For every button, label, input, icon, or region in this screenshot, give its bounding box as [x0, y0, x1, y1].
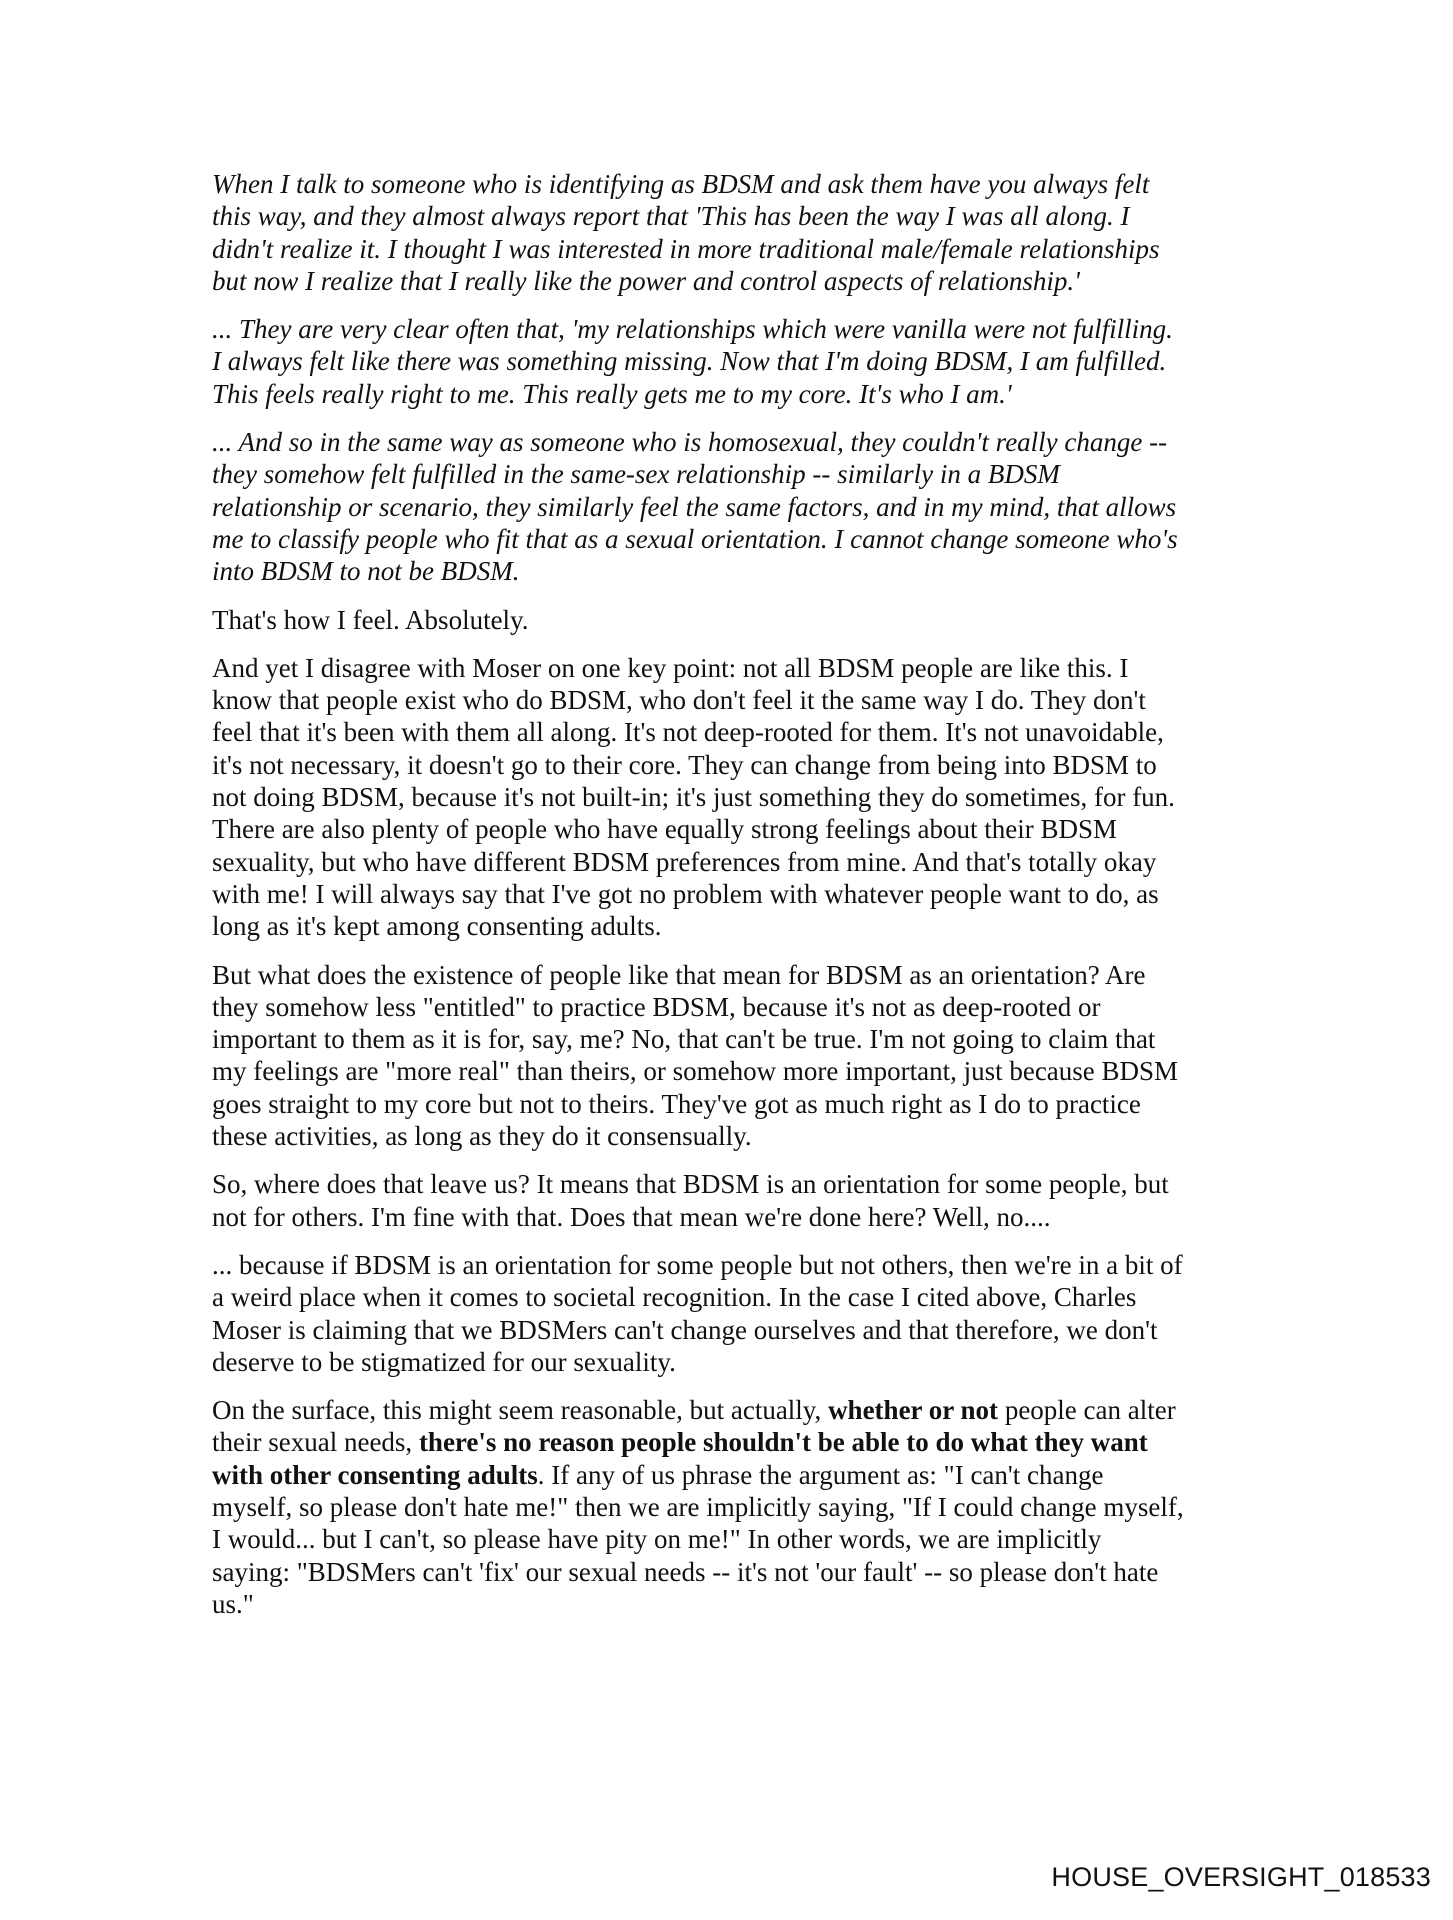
text-line — [212, 378, 1252, 410]
text-line — [212, 1556, 1252, 1588]
text-run: goes straight to my core but not to theirs. They've got as much right as I do to practice — [212, 1088, 1141, 1119]
text-line — [212, 1120, 1252, 1152]
text-line — [212, 846, 1252, 878]
body-paragraph — [212, 959, 1252, 1153]
quoted-paragraph — [212, 168, 1252, 297]
text-line — [212, 265, 1252, 297]
text-run: relationship or scenario, they similarly feel the same factors, and in my mind, that allows — [212, 491, 1177, 522]
text-run: didn't realize it. I thought I was interested in more traditional male/female relationships — [212, 233, 1160, 264]
text-line — [212, 555, 1252, 587]
text-line — [212, 716, 1252, 748]
text-line — [212, 684, 1252, 716]
text-line — [212, 1168, 1252, 1200]
text-line — [212, 959, 1252, 991]
text-line — [212, 168, 1252, 200]
text-run: into BDSM to not be BDSM. — [212, 556, 520, 587]
text-run: they somehow felt fulfilled in the same-sex relationship -- similarly in a BDSM — [212, 459, 1060, 490]
text-line — [212, 200, 1252, 232]
text-line — [212, 1201, 1252, 1233]
text-run: this way, and they almost always report that 'This has been the way I was all along. I — [212, 201, 1130, 232]
body-paragraph — [212, 1249, 1252, 1378]
text-run: but now I realize that I really like the power and control aspects of relationship.' — [212, 265, 1080, 296]
text-line — [212, 1588, 1252, 1620]
bold-text: there's no reason people shouldn't be able to do what they want — [418, 1427, 1148, 1458]
body-paragraph — [212, 1394, 1252, 1620]
text-line — [212, 345, 1252, 377]
quoted-paragraph — [212, 426, 1252, 587]
text-line — [212, 652, 1252, 684]
text-line — [212, 233, 1252, 265]
text-line — [212, 1394, 1252, 1426]
text-run: long as it's kept among consenting adults. — [212, 911, 662, 942]
text-run: I would... but I can't, so please have pity on me!" In other words, we are implicitly — [212, 1524, 1102, 1555]
bold-text: whether or not — [828, 1395, 999, 1426]
text-line — [212, 1491, 1252, 1523]
text-run: When I talk to someone who is identifying as BDSM and ask them have you always felt — [212, 169, 1150, 199]
text-run: But what does the existence of people like that mean for BDSM as an orientation? Are — [212, 959, 1146, 990]
document-body — [212, 168, 1252, 1636]
text-run: saying: "BDSMers can't 'fix' our sexual needs -- it's not 'our fault' -- so please don't hate — [212, 1556, 1159, 1587]
quoted-paragraph — [212, 313, 1252, 410]
text-run: So, where does that leave us? It means that BDSM is an orientation for some people, but — [212, 1169, 1169, 1200]
text-run: with me! I will always say that I've got no problem with whatever people want to do, as — [212, 878, 1159, 909]
text-line — [212, 1426, 1252, 1458]
text-run: . If any of us phrase the argument as: "I can't change — [537, 1459, 1104, 1490]
text-run: I always felt like there was something missing. Now that I'm doing BDSM, I am fulfilled. — [212, 346, 1167, 377]
text-line — [212, 313, 1252, 345]
text-run: people can alter — [998, 1395, 1176, 1426]
text-run: ... because if BDSM is an orientation for some people but not others, then we're in a bit of — [212, 1249, 1183, 1280]
text-line — [212, 1346, 1252, 1378]
text-run: Moser is claiming that we BDSMers can't change ourselves and that therefore, we don't — [212, 1314, 1158, 1345]
text-line — [212, 1088, 1252, 1120]
text-line — [212, 458, 1252, 490]
text-run: ... And so in the same way as someone who is homosexual, they couldn't really change -- — [212, 427, 1168, 458]
text-line — [212, 781, 1252, 813]
text-run: it's not necessary, it doesn't go to their core. They can change from being into BDSM to — [212, 749, 1157, 780]
text-line — [212, 491, 1252, 523]
text-run: us." — [212, 1588, 254, 1619]
text-line — [212, 813, 1252, 845]
text-run: There are also plenty of people who have equally strong feelings about their BDSM — [212, 814, 1118, 845]
text-line — [212, 1281, 1252, 1313]
text-line — [212, 1523, 1252, 1555]
text-line — [212, 1314, 1252, 1346]
body-paragraph — [212, 1168, 1252, 1233]
bates-stamp: HOUSE_OVERSIGHT_018533 — [1051, 1862, 1431, 1892]
body-paragraph — [212, 604, 1252, 636]
body-paragraph — [212, 652, 1252, 943]
text-line — [212, 991, 1252, 1023]
text-line — [212, 426, 1252, 458]
text-run: their sexual needs, — [212, 1427, 419, 1458]
text-run: ... They are very clear often that, 'my relationships which were vanilla were not fulfilling. — [212, 314, 1173, 345]
text-run: they somehow less "entitled" to practice BDSM, because it's not as deep-rooted or — [212, 991, 1101, 1022]
bold-text: with other consenting adults — [212, 1459, 538, 1490]
text-run: know that people exist who do BDSM, who don't feel it the same way I do. They don't — [212, 685, 1146, 716]
text-run: This feels really right to me. This really gets me to my core. It's who I am.' — [212, 378, 1012, 409]
text-run: not for others. I'm fine with that. Does that mean we're done here? Well, no.... — [212, 1201, 1051, 1232]
text-line — [212, 604, 1252, 636]
text-run: feel that it's been with them all along. It's not deep-rooted for them. It's not unavoidable, — [212, 717, 1164, 748]
text-line — [212, 910, 1252, 942]
text-run: important to them as it is for, say, me? No, that can't be true. I'm not going to claim that — [212, 1024, 1156, 1055]
text-line — [212, 523, 1252, 555]
text-run: On the surface, this might seem reasonable, but actually, — [212, 1395, 829, 1426]
text-line — [212, 878, 1252, 910]
text-run: sexuality, but who have different BDSM preferences from mine. And that's totally okay — [212, 846, 1157, 877]
text-run: not doing BDSM, because it's not built-in; it's just something they do sometimes, for fun. — [212, 782, 1175, 813]
text-run: And yet I disagree with Moser on one key point: not all BDSM people are like this. I — [212, 652, 1129, 683]
text-run: a weird place when it comes to societal recognition. In the case I cited above, Charles — [212, 1282, 1137, 1313]
text-line — [212, 1249, 1252, 1281]
text-run: these activities, as long as they do it consensually. — [212, 1121, 752, 1152]
text-run: my feelings are "more real" than theirs, or somehow more important, just because BDSM — [212, 1056, 1179, 1087]
text-run: deserve to be stigmatized for our sexuality. — [212, 1346, 676, 1377]
text-line — [212, 749, 1252, 781]
text-line — [212, 1459, 1252, 1491]
text-run: me to classify people who fit that as a sexual orientation. I cannot change someone who's — [212, 523, 1178, 554]
text-line — [212, 1055, 1252, 1087]
text-line — [212, 1023, 1252, 1055]
text-run: myself, so please don't hate me!" then we are implicitly saying, "If I could change myself, — [212, 1491, 1184, 1522]
text-run: That's how I feel. Absolutely. — [212, 604, 529, 635]
